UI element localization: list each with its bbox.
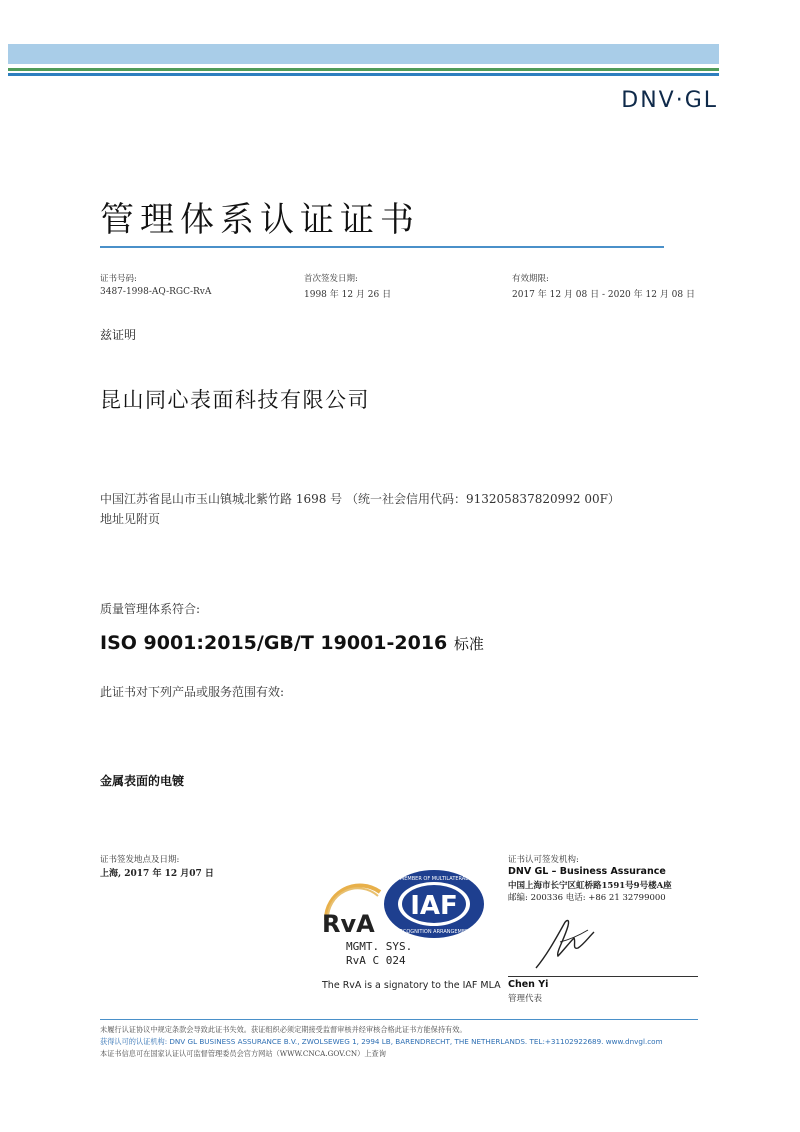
iaf-mark (384, 870, 484, 938)
footer-divider (100, 1019, 698, 1020)
conformity-text: 质量管理体系符合: (100, 602, 201, 616)
standard-code: ISO 9001:2015/GB/T 19001-2016 (100, 632, 448, 654)
signature-line (508, 976, 698, 977)
footer-accredited-body: 获得认可的认证机构: DNV GL BUSINESS ASSURANCE B.V., ZWOLSEWEG 1, 2994 LB, BARENDRECHT, THE NETHERLANDS. TEL:+31102922689. www.dnvgl.com (100, 1037, 663, 1046)
validity-value: 2017 年 12 月 08 日 - 2020 年 12 月 08 日 (512, 290, 695, 300)
issue-value: 上海, 2017 年 12 月07 日 (100, 869, 214, 879)
footer-cnca-note: 本证书信息可在国家认证认可监督管理委员会官方网站（WWW.CNCA.GOV.CN）上查询 (100, 1049, 386, 1058)
standard-name (100, 632, 484, 654)
signer-name: Chen Yi (508, 979, 549, 990)
rva-mgmt-text: MGMT. SYS. (346, 940, 413, 953)
rva-code-text: RvA C 024 (346, 954, 406, 967)
accreditation-marks (318, 866, 498, 978)
header-stripe (8, 44, 719, 64)
iaf-ring-top: MEMBER OF MULTILATERAL (399, 876, 469, 882)
standard-suffix: 标准 (453, 635, 484, 653)
rva-caption: The RvA is a signatory to the IAF MLA (322, 980, 501, 991)
first-issue-label: 首次签发日期: (304, 274, 358, 284)
certify-text: 兹证明 (100, 328, 137, 342)
scope-intro: 此证书对下列产品或服务范围有效: (100, 685, 285, 699)
scope-text: 金属表面的电镀 (100, 774, 185, 788)
signature-image (530, 912, 600, 974)
footer-note: 未履行认证协议中规定条款会导致此证书失效。获证组织必须定期接受监督审核并经审核合格此证书方能保持有效。 (100, 1025, 467, 1034)
cert-number-value: 3487-1998-AQ-RGC-RvA (100, 287, 212, 297)
accreditation-address: 中国上海市长宁区虹桥路1591号9号楼A座 (508, 881, 672, 891)
iaf-text: IAF (410, 891, 458, 921)
header-stripe-blue (8, 73, 719, 76)
accreditation-contact: 邮编: 200336 电话: +86 21 32799000 (508, 893, 666, 903)
certificate-title: 管理体系认证证书 (100, 200, 420, 240)
iaf-ring-bottom: RECOGNITION ARRANGEMENT (396, 929, 472, 935)
company-name: 昆山同心表面科技有限公司 (100, 388, 370, 412)
signer-role: 管理代表 (508, 994, 543, 1004)
rva-text: RvA (322, 910, 375, 938)
header-stripe-green (8, 68, 719, 71)
accreditation-label: 证书认可签发机构: (508, 855, 579, 865)
validity-label: 有效期限: (512, 274, 549, 284)
first-issue-value: 1998 年 12 月 26 日 (304, 290, 392, 300)
cert-number-label: 证书号码: (100, 274, 137, 284)
title-divider (100, 246, 664, 248)
address-note: 地址见附页 (100, 512, 161, 526)
accreditation-name: DNV GL – Business Assurance (508, 866, 666, 877)
issue-label: 证书签发地点及日期: (100, 855, 180, 865)
company-address: 中国江苏省昆山市玉山镇城北紫竹路 1698 号 （统一社会信用代码：913205837820992 00F） (100, 492, 620, 506)
dnv-gl-logo: DNV·GL (621, 88, 718, 113)
